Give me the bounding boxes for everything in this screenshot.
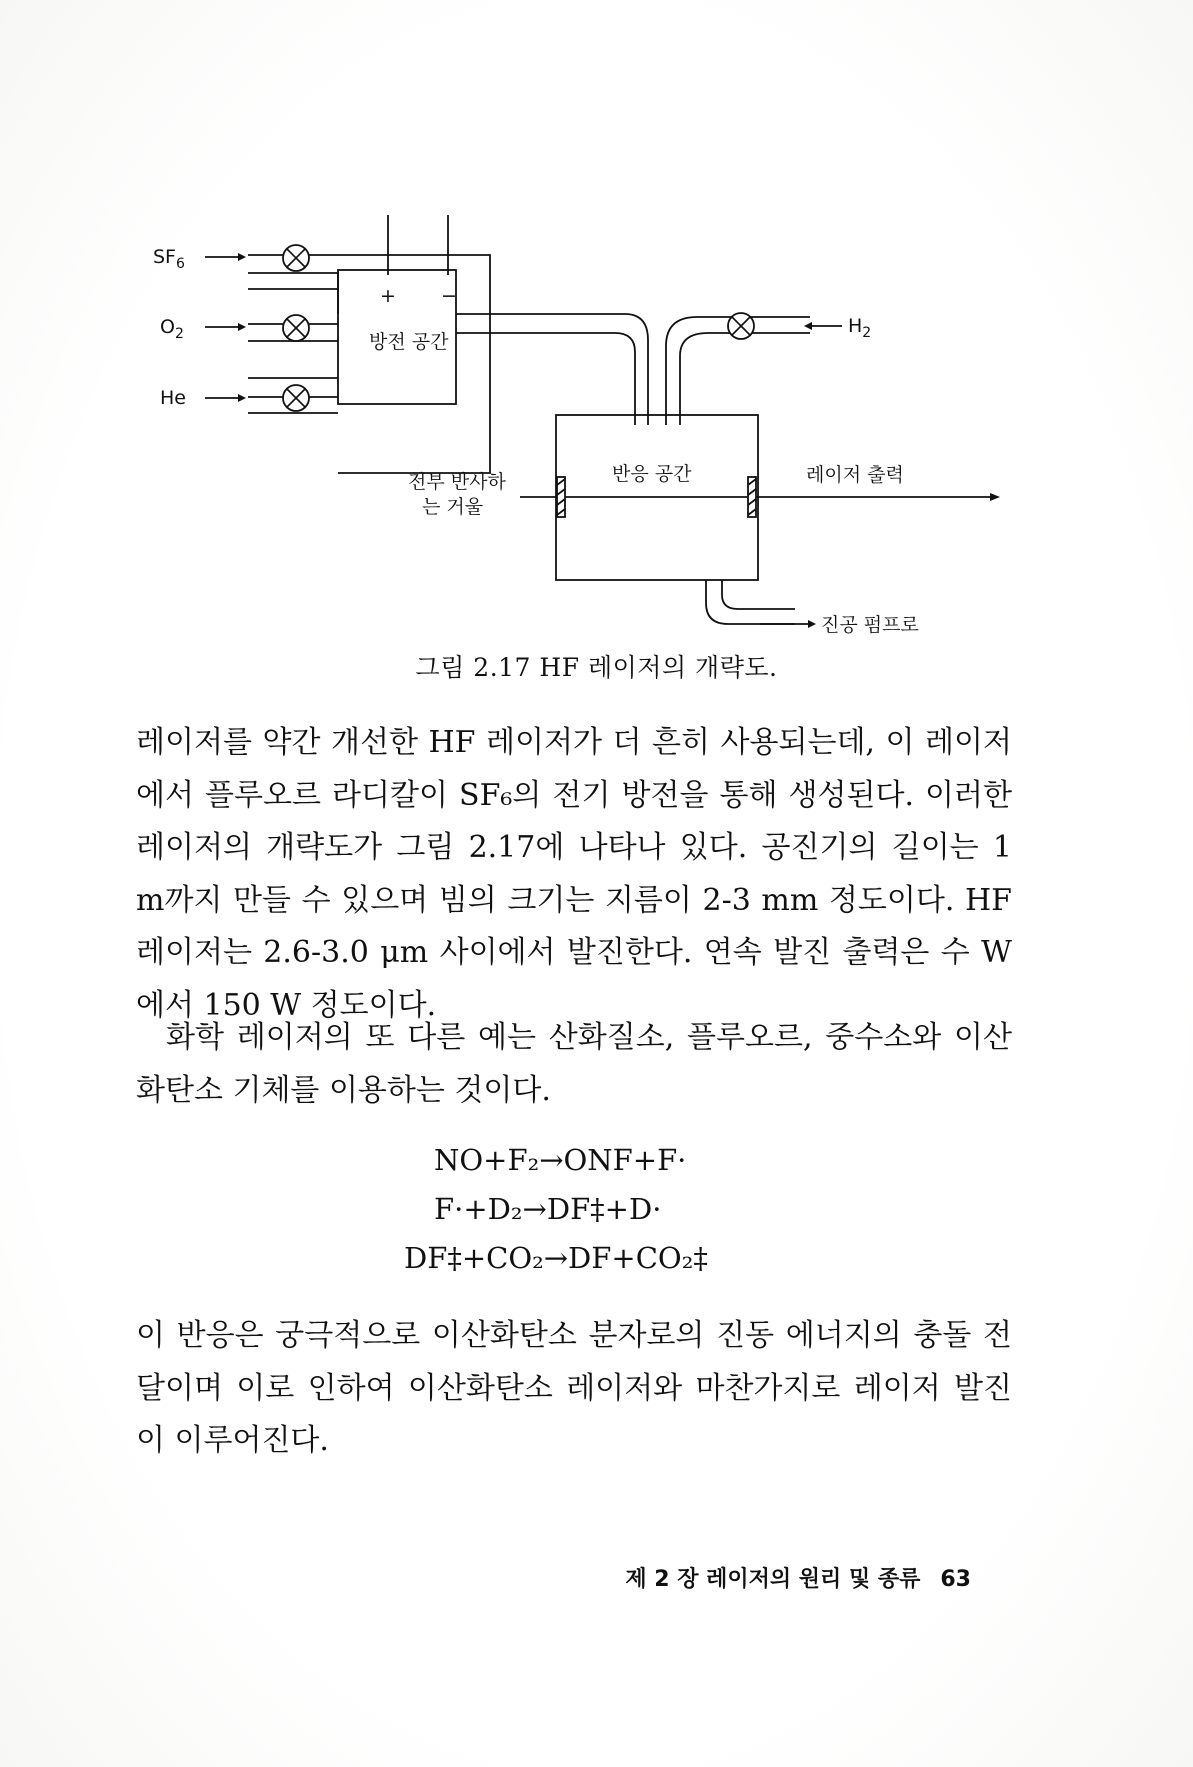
page-number: 63 [940,1567,971,1592]
vacuum-pump-label: 진공 펌프로 [821,614,919,636]
mirror-label-line1: 전부 반사하 [408,471,506,493]
transfer-pipe [456,314,648,425]
paragraph-1: 레이저를 약간 개선한 HF 레이저가 더 흔히 사용되는데, 이 레이저에서 플루오르 라디칼이 SF₆의 전기 방전을 통해 생성된다. 이러한 레이저의 개략도가 그림 2.17에 나타나 있다. 공진기의 길이는 1 m까지 만들 수 있으며 빔의 크기는 지름이 2-3 mm 정도이다. HF 레이저는 2.6-3.0 μm 사이에서 발진한다. 연속 발진 출력은 수 W에서 150 W 정도이다. [136,725,1012,1023]
paragraph-3: 이 반응은 궁극적으로 이산화탄소 분자로의 진동 에너지의 충돌 전달이며 이로 인하여 이산화탄소 레이저와 마찬가지로 레이저 발진이 이루어진다. [136,1318,1012,1458]
figure-caption: 그림 2.17 HF 레이저의 개략도. [415,653,778,682]
equation-1: NO+F₂→ONF+F· [434,1143,687,1177]
plus-sign: + [380,285,396,307]
mirror-label-line2: 는 거울 [422,496,484,518]
discharge-space-label: 방전 공간 [369,331,449,353]
hf-laser-schematic [0,0,1193,660]
reaction-space-label: 반응 공간 [612,463,692,485]
o2-feed [248,273,338,314]
h2-label: $H_2$ [848,315,872,341]
paragraph-2: 화학 레이저의 또 다른 예는 산화질소, 플루오르, 중수소와 이산화탄소 기체를 이용하는 것이다. [136,1020,1012,1108]
minus-sign: − [441,285,457,307]
page-footer [625,1562,971,1593]
equation-3: DF‡+CO₂→DF+CO₂‡ [404,1241,708,1275]
o2-label: $O_2$ [160,316,184,342]
pump-pipe [706,580,795,624]
chapter-title: 제 2 장 레이저의 원리 및 종류 [625,1567,921,1592]
laser-output-label: 레이저 출력 [806,464,904,486]
equation-2: F·+D₂→DF‡+D· [434,1192,662,1226]
sf6-label: $SF_6$ [153,246,185,272]
he-label: He [160,387,186,409]
